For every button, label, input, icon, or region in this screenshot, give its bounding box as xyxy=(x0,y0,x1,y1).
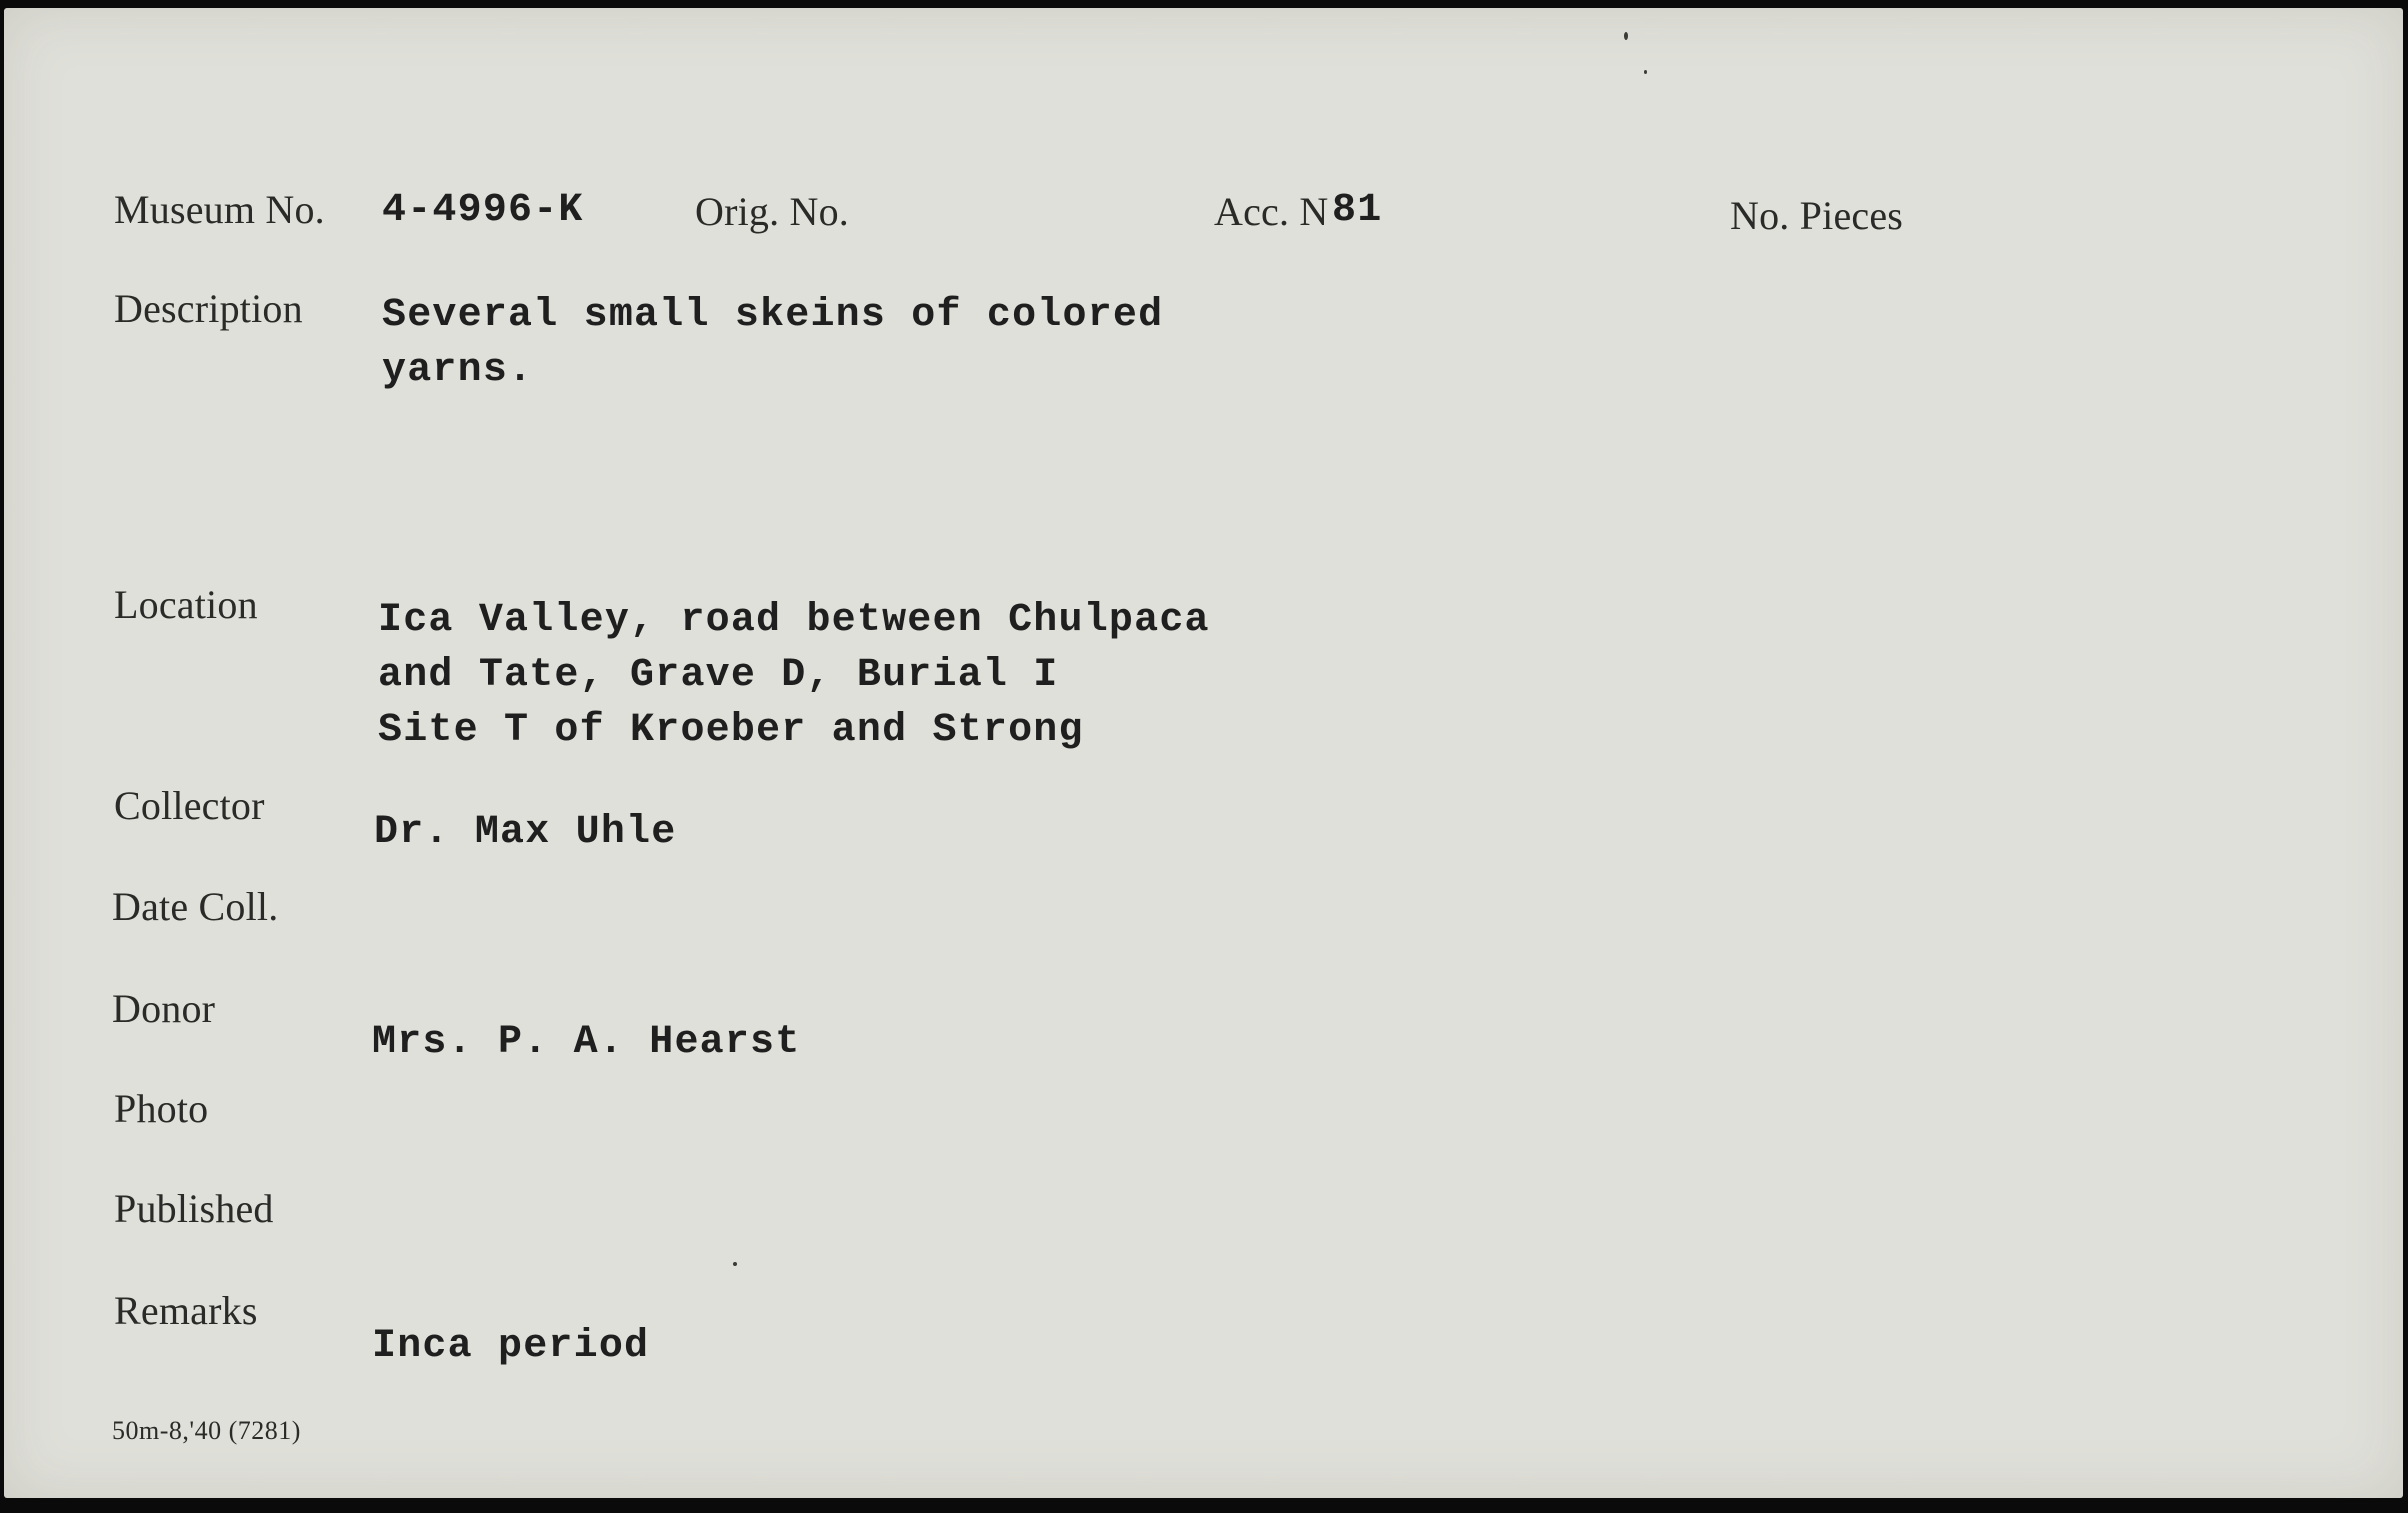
remarks-label: Remarks xyxy=(114,1288,258,1333)
acc-no-value: 81 xyxy=(1332,188,1383,233)
location-text xyxy=(378,593,1210,758)
location-line: and Tate, Grave D, Burial I xyxy=(378,653,1059,698)
orig-no-label: Orig. No. xyxy=(695,189,850,234)
date-coll-label: Date Coll. xyxy=(112,884,279,929)
remarks-value: Inca period xyxy=(372,1324,650,1369)
no-pieces-label: No. Pieces xyxy=(1730,193,1904,238)
location-line: Site T of Kroeber and Strong xyxy=(378,708,1084,753)
location-line: Ica Valley, road between Chulpaca xyxy=(378,598,1210,643)
description-line: Several small skeins of colored xyxy=(382,293,1164,338)
catalog-card xyxy=(4,8,2403,1498)
paper-speck xyxy=(733,1262,737,1266)
published-label: Published xyxy=(114,1186,274,1231)
description-line: yarns. xyxy=(382,348,534,393)
photo-label: Photo xyxy=(114,1086,209,1131)
museum-no-value: 4-4996-K xyxy=(382,188,584,233)
acc-no-label: Acc. N xyxy=(1214,189,1329,234)
location-label: Location xyxy=(114,582,258,627)
donor-label: Donor xyxy=(112,986,216,1031)
description-label: Description xyxy=(114,286,303,331)
collector-label: Collector xyxy=(114,783,265,828)
donor-value: Mrs. P. A. Hearst xyxy=(372,1020,801,1065)
museum-no-label: Museum No. xyxy=(114,187,325,232)
paper-speck xyxy=(1624,32,1628,40)
footer-print-code: 50m-8,'40 (7281) xyxy=(112,1416,301,1445)
description-text xyxy=(382,288,1163,398)
collector-value: Dr. Max Uhle xyxy=(374,810,677,855)
paper-speck xyxy=(1644,70,1647,74)
